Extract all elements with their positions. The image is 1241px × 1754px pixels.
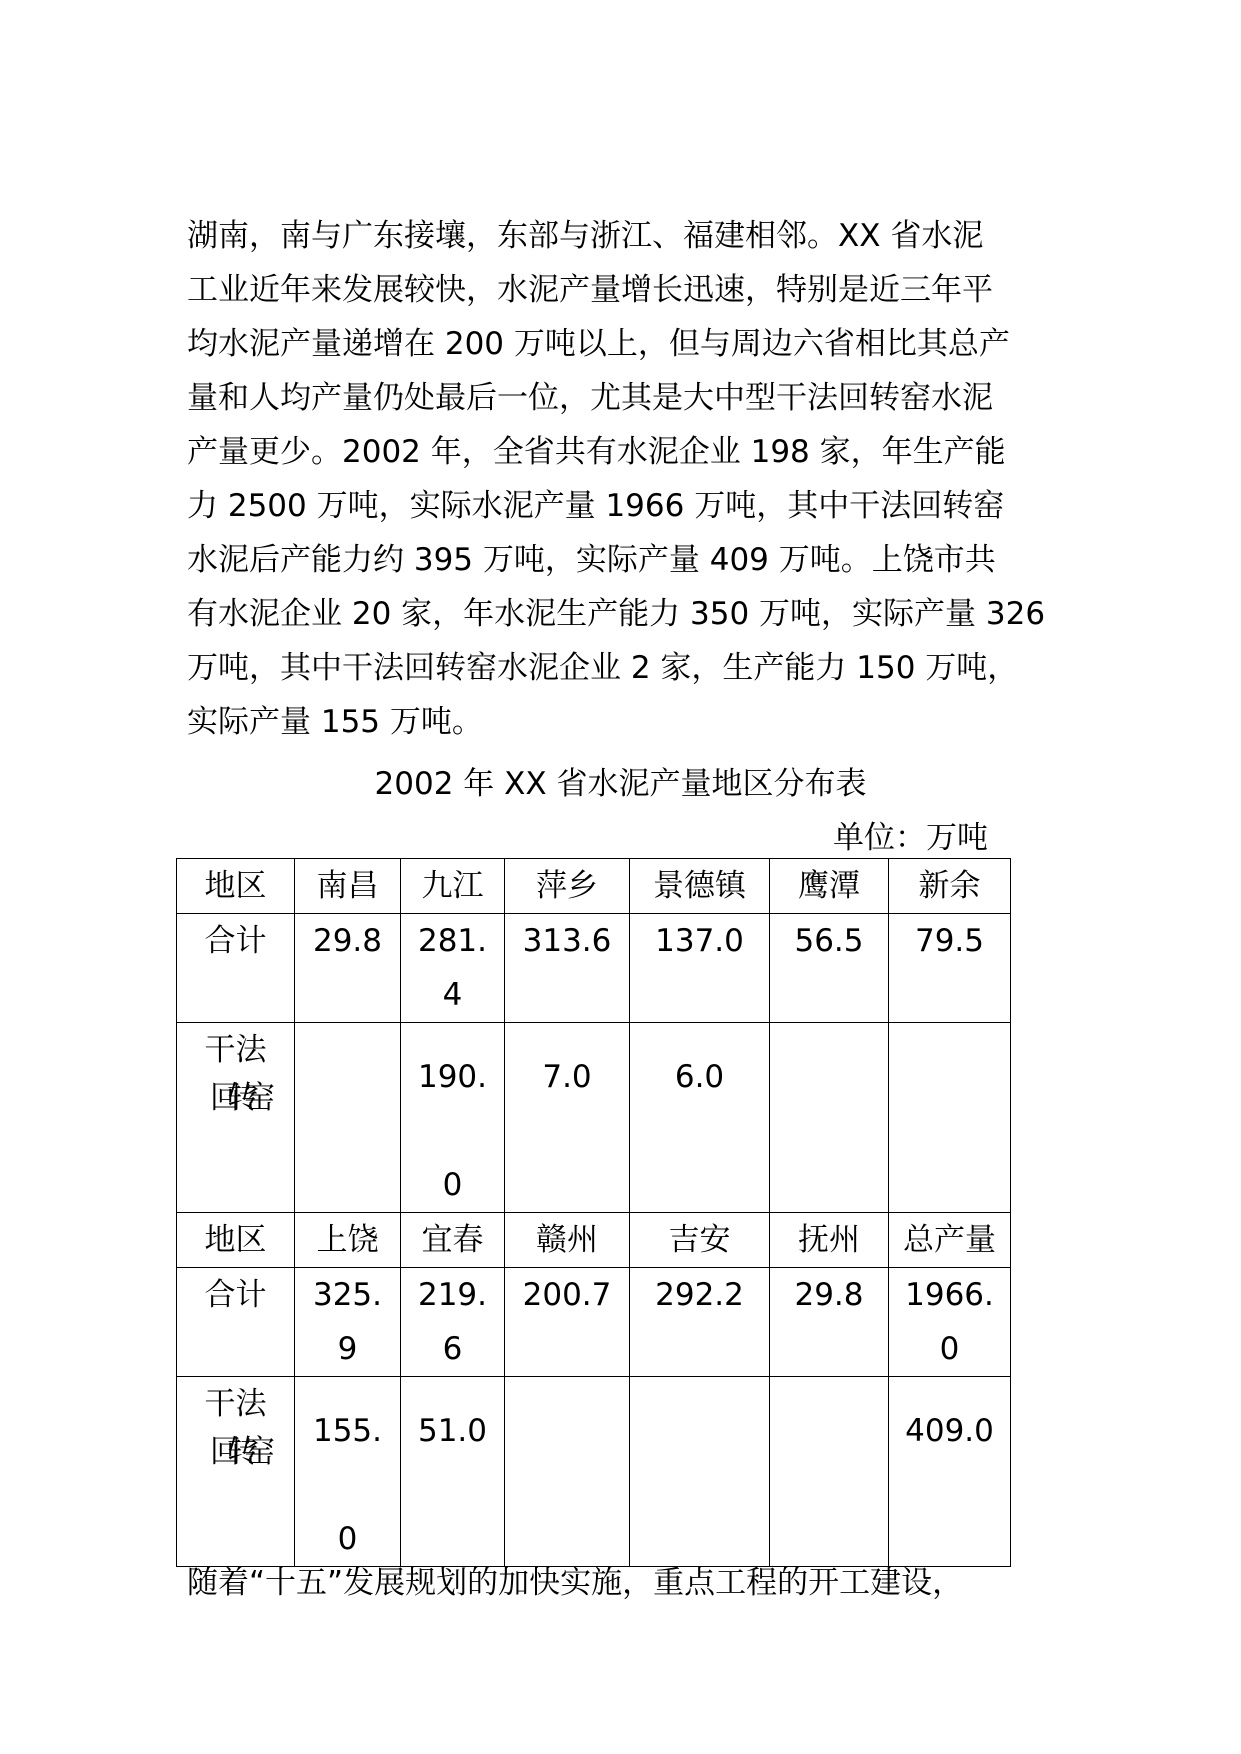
paragraph-line: 实际产量 155 万吨。 <box>187 704 483 740</box>
row-label: 合计 <box>177 1268 295 1377</box>
paragraph-line: 工业近年来发展较快，水泥产量增长迅速，特别是近三年平 <box>187 272 993 308</box>
header-cell: 地区 <box>177 859 295 914</box>
continuation-line: 随着“十五”发展规划的加快实施，重点工程的开工建设， <box>187 1565 964 1601</box>
table-cell: 219. 6 <box>401 1268 505 1377</box>
table-cell <box>505 1377 630 1567</box>
paragraph-line: 有水泥企业 20 家，年水泥生产能力 350 万吨，实际产量 326 <box>187 596 1046 632</box>
table-cell: 7.0 <box>505 1023 630 1213</box>
header-cell: 九江 <box>401 859 505 914</box>
paragraph-line: 量和人均产量仍处最后一位，尤其是大中型干法回转窑水泥 <box>187 380 993 416</box>
table-cell: 6.0 <box>630 1023 770 1213</box>
table-cell: 190. 0 <box>401 1023 505 1213</box>
table-cell: 325. 9 <box>295 1268 401 1377</box>
row-label <box>177 1377 295 1567</box>
header-cell: 地区 <box>177 1213 295 1268</box>
paragraph-line: 水泥后产能力约 395 万吨，实际产量 409 万吨。上饶市共 <box>187 542 996 578</box>
paragraph-line: 力 2500 万吨，实际水泥产量 1966 万吨，其中干法回转窑 <box>187 488 1005 524</box>
header-cell: 鹰潭 <box>770 859 889 914</box>
table-cell <box>770 1377 889 1567</box>
table-cell: 29.8 <box>770 1268 889 1377</box>
table-cell <box>630 1377 770 1567</box>
header-cell: 赣州 <box>505 1213 630 1268</box>
unit-label: 单位：万吨 <box>833 820 988 856</box>
header-cell: 景德镇 <box>630 859 770 914</box>
paragraph-line: 万吨，其中干法回转窑水泥企业 2 家，生产能力 150 万吨， <box>187 650 1019 686</box>
header-cell: 新余 <box>889 859 1011 914</box>
table-row-total <box>177 1268 1011 1377</box>
paragraph-line: 产量更少。2002 年，全省共有水泥企业 198 家，年生产能 <box>187 434 1006 470</box>
table-cell: 137.0 <box>630 914 770 1023</box>
table-cell <box>295 1023 401 1213</box>
table-cell: 313.6 <box>505 914 630 1023</box>
header-cell: 萍乡 <box>505 859 630 914</box>
header-cell: 上饶 <box>295 1213 401 1268</box>
table-cell: 79.5 <box>889 914 1011 1023</box>
row-label <box>177 1023 295 1213</box>
header-cell: 吉安 <box>630 1213 770 1268</box>
table-cell: 292.2 <box>630 1268 770 1377</box>
header-cell: 抚州 <box>770 1213 889 1268</box>
table-row-total <box>177 914 1011 1023</box>
table-header-row <box>177 859 1011 914</box>
table-cell: 409.0 <box>889 1377 1011 1567</box>
row-label-line: 干法 <box>204 1386 267 1422</box>
header-cell: 宜春 <box>401 1213 505 1268</box>
table-cell: 281. 4 <box>401 914 505 1023</box>
production-table <box>176 858 1011 1567</box>
table-cell: 155. 0 <box>295 1377 401 1567</box>
table-cell: 56.5 <box>770 914 889 1023</box>
table-cell: 51.0 <box>401 1377 505 1567</box>
row-label-line: 回转窑 <box>210 1434 261 1470</box>
table-header-row <box>177 1213 1011 1268</box>
paragraph-line: 湖南，南与广东接壤，东部与浙江、福建相邻。XX 省水泥 <box>187 218 984 254</box>
table-cell <box>889 1023 1011 1213</box>
table-cell: 200.7 <box>505 1268 630 1377</box>
paragraph-line: 均水泥产量递增在 200 万吨以上，但与周边六省相比其总产 <box>187 326 1010 362</box>
header-cell: 南昌 <box>295 859 401 914</box>
table-cell: 1966. 0 <box>889 1268 1011 1377</box>
row-label-line: 回转窑 <box>210 1080 261 1116</box>
table-row-dry-process <box>177 1023 1011 1213</box>
row-label-line: 干法 <box>204 1032 267 1068</box>
header-cell: 总产量 <box>889 1213 1011 1268</box>
row-label: 合计 <box>177 914 295 1023</box>
table-cell <box>770 1023 889 1213</box>
table-cell: 29.8 <box>295 914 401 1023</box>
table-title: 2002 年 XX 省水泥产量地区分布表 <box>374 766 867 802</box>
table-row-dry-process <box>177 1377 1011 1567</box>
